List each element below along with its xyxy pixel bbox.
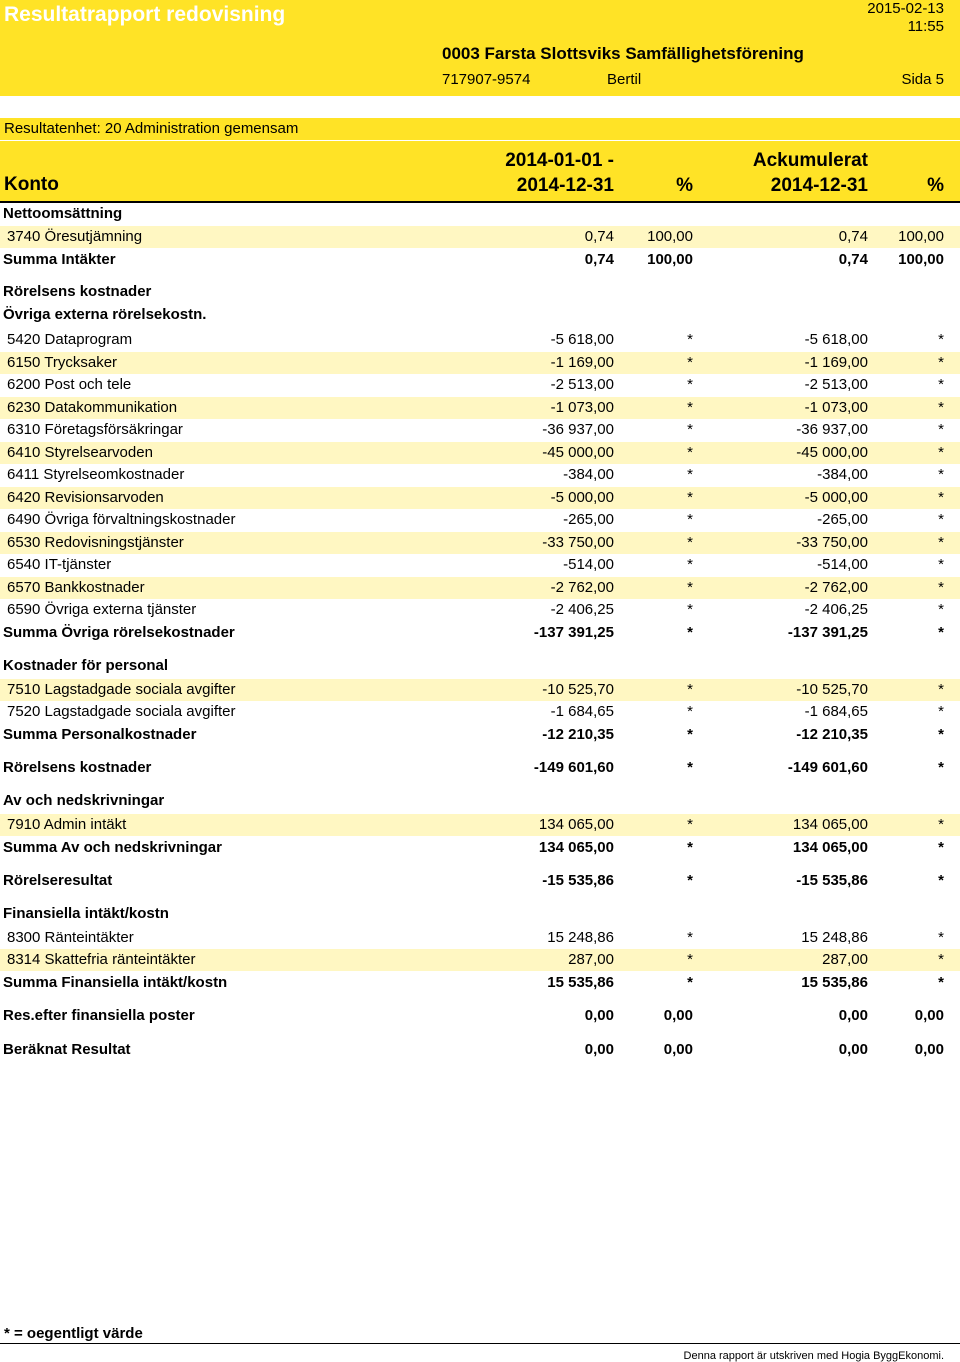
result-unit: Resultatenhet: 20 Administration gemensam [4,120,299,137]
table-row [0,701,960,723]
organization-name: 0003 Farsta Slottsviks Samfällighetsförening [442,44,804,63]
period-percent: * [687,511,693,528]
period-percent: * [687,579,693,596]
row-label: 6411 Styrelseomkostnader [7,466,185,483]
row-label: Av och nedskrivningar [3,792,165,809]
row-label: 6150 Trycksaker [7,354,118,371]
row-label: 6230 Datakommunikation [7,399,178,416]
accumulated-value: -137 391,25 [787,624,868,641]
period-value: -5 618,00 [550,331,614,348]
accumulated-value: -514,00 [817,556,868,573]
accumulated-value: -1 169,00 [804,354,868,371]
period-percent: * [687,376,693,393]
period-percent: * [687,466,693,483]
period-percent: * [687,839,693,856]
period-value: 134 065,00 [538,816,614,833]
section-heading [0,203,960,225]
accumulated-value: -33 750,00 [796,534,868,551]
table-row [0,509,960,531]
table-row [0,577,960,599]
period-percent: * [687,681,693,698]
row-label: Summa Övriga rörelsekostnader [3,624,235,641]
table-row [0,814,960,836]
accumulated-percent: * [938,556,944,573]
section-heading [0,790,960,812]
accumulated-value: -45 000,00 [796,444,868,461]
column-accumulated-line1: Ackumulerat [752,150,868,171]
table-row [0,329,960,351]
period-value: -2 406,25 [550,601,614,618]
accumulated-percent: * [938,974,944,991]
accumulated-value: -265,00 [817,511,868,528]
section-heading [0,304,960,326]
row-label: 6530 Redovisningstjänster [7,534,184,551]
accumulated-value: 15 535,86 [801,974,868,991]
period-value: 15 535,86 [547,974,614,991]
section-heading [0,903,960,925]
row-label: 6590 Övriga externa tjänster [7,601,197,618]
accumulated-percent: * [938,726,944,743]
accumulated-value: 0,00 [838,1007,868,1024]
accumulated-value: -2 513,00 [804,376,868,393]
period-percent: * [687,354,693,371]
row-label: 6570 Bankkostnader [7,579,145,596]
period-value: -1 073,00 [550,399,614,416]
report-time: 11:55 [907,18,944,35]
period-percent: * [687,444,693,461]
summary-row [0,622,960,644]
period-value: 287,00 [568,951,614,968]
table-row [0,949,960,971]
accumulated-value: 0,74 [838,251,868,268]
period-value: -2 513,00 [550,376,614,393]
accumulated-value: -12 210,35 [796,726,868,743]
column-konto: Konto [4,174,59,195]
accumulated-percent: * [938,816,944,833]
period-percent: * [687,759,693,776]
summary-row [0,757,960,779]
row-label: Rörelsens kostnader [3,283,152,300]
period-percent: * [687,816,693,833]
accumulated-percent: * [938,421,944,438]
accumulated-percent: 0,00 [914,1041,944,1058]
period-percent: * [687,556,693,573]
summary-row [0,837,960,859]
row-label: Summa Personalkostnader [3,726,197,743]
row-label: 8314 Skattefria ränteintäkter [7,951,196,968]
period-value: -36 937,00 [542,421,614,438]
accumulated-value: -149 601,60 [787,759,868,776]
row-label: 6310 Företagsförsäkringar [7,421,183,438]
period-percent: * [687,399,693,416]
accumulated-percent: * [938,579,944,596]
table-row [0,554,960,576]
summary-row [0,724,960,746]
accumulated-value: 287,00 [822,951,868,968]
accumulated-percent: * [938,489,944,506]
accumulated-value: -5 618,00 [804,331,868,348]
accumulated-value: 134 065,00 [792,816,868,833]
accumulated-percent: * [938,511,944,528]
period-percent: 0,00 [663,1007,693,1024]
row-label: 6420 Revisionsarvoden [7,489,164,506]
accumulated-value: 15 248,86 [801,929,868,946]
table-row [0,442,960,464]
period-percent: * [687,421,693,438]
period-value: 0,00 [584,1007,614,1024]
accumulated-value: -1 073,00 [804,399,868,416]
footnote: * = oegentligt värde [4,1325,143,1342]
row-label: 6200 Post och tele [7,376,132,393]
section-heading [0,281,960,303]
table-row [0,532,960,554]
period-value: -1 684,65 [550,703,614,720]
accumulated-value: -5 000,00 [804,489,868,506]
period-percent: * [687,703,693,720]
accumulated-value: -15 535,86 [796,872,868,889]
accumulated-percent: * [938,839,944,856]
summary-row [0,1005,960,1027]
table-row [0,397,960,419]
row-label: Summa Intäkter [3,251,116,268]
table-row [0,374,960,396]
period-value: -5 000,00 [550,489,614,506]
row-label: Rörelsens kostnader [3,759,152,776]
column-accumulated-line2: 2014-12-31 [770,175,868,196]
period-percent: * [687,601,693,618]
row-label: 7520 Lagstadgade sociala avgifter [7,703,236,720]
row-label: Finansiella intäkt/kostn [3,905,169,922]
accumulated-value: -384,00 [817,466,868,483]
period-value: 0,74 [584,251,614,268]
accumulated-percent: * [938,466,944,483]
accumulated-percent: * [938,444,944,461]
table-row [0,679,960,701]
period-value: -137 391,25 [533,624,614,641]
period-percent: * [687,872,693,889]
accumulated-percent: * [938,703,944,720]
row-label: Res.efter finansiella poster [3,1007,195,1024]
period-value: -2 762,00 [550,579,614,596]
period-value: -10 525,70 [542,681,614,698]
accumulated-percent: * [938,376,944,393]
period-value: -45 000,00 [542,444,614,461]
period-value: -149 601,60 [533,759,614,776]
column-percent-period: % [676,175,693,196]
accumulated-percent: * [938,929,944,946]
row-label: 7510 Lagstadgade sociala avgifter [7,681,236,698]
period-percent: * [687,534,693,551]
row-label: 6490 Övriga förvaltningskostnader [7,511,236,528]
accumulated-percent: * [938,331,944,348]
period-value: -384,00 [563,466,614,483]
accumulated-percent: * [938,399,944,416]
footer-divider [0,1343,960,1344]
page-number: Sida 5 [901,71,944,88]
accumulated-percent: * [938,354,944,371]
row-label: Kostnader för personal [3,657,169,674]
period-percent: * [687,951,693,968]
period-percent: * [687,974,693,991]
row-label: 6540 IT-tjänster [7,556,112,573]
period-value: -33 750,00 [542,534,614,551]
accumulated-percent: * [938,534,944,551]
row-label: 8300 Ränteintäkter [7,929,134,946]
accumulated-percent: * [938,951,944,968]
row-label: Nettoomsättning [3,205,123,222]
accumulated-value: -2 762,00 [804,579,868,596]
organization-number: 717907-9574 [442,71,531,88]
accumulated-percent: * [938,759,944,776]
report-date: 2015-02-13 [867,0,944,17]
row-label: 5420 Dataprogram [7,331,133,348]
period-percent: * [687,726,693,743]
period-percent: 100,00 [647,251,693,268]
row-label: Rörelseresultat [3,872,113,889]
accumulated-value: 134 065,00 [792,839,868,856]
accumulated-percent: * [938,872,944,889]
user-name: Bertil [607,71,642,88]
column-percent-accumulated: % [927,175,944,196]
period-percent: * [687,624,693,641]
row-label: 3740 Öresutjämning [7,228,143,245]
summary-row [0,1039,960,1061]
row-label: Beräknat Resultat [3,1041,131,1058]
period-value: -514,00 [563,556,614,573]
accumulated-percent: 100,00 [898,251,944,268]
accumulated-percent: 100,00 [898,228,944,245]
period-value: -15 535,86 [542,872,614,889]
table-row [0,419,960,441]
period-value: -265,00 [563,511,614,528]
summary-row [0,870,960,892]
accumulated-percent: * [938,601,944,618]
table-row [0,226,960,248]
row-label: Summa Av och nedskrivningar [3,839,222,856]
period-value: 0,74 [584,228,614,245]
report-title: Resultatrapport redovisning [4,3,286,26]
table-row [0,352,960,374]
accumulated-percent: * [938,681,944,698]
period-range: Datum=2014-01-01 - 2014-12-31 [4,96,224,113]
summary-row [0,249,960,271]
accumulated-value: -36 937,00 [796,421,868,438]
period-value: 0,00 [584,1041,614,1058]
table-row [0,487,960,509]
accumulated-value: -1 684,65 [804,703,868,720]
accumulated-percent: * [938,624,944,641]
row-label: Övriga externa rörelsekostn. [3,306,207,323]
period-percent: * [687,489,693,506]
row-label: 7910 Admin intäkt [7,816,127,833]
table-row [0,464,960,486]
accumulated-value: 0,00 [838,1041,868,1058]
period-percent: * [687,929,693,946]
accumulated-value: -2 406,25 [804,601,868,618]
table-row [0,927,960,949]
accumulated-percent: 0,00 [914,1007,944,1024]
table-row [0,599,960,621]
column-period-line1: 2014-01-01 - [505,150,614,171]
accumulated-value: 0,74 [838,228,868,245]
row-label: Summa Finansiella intäkt/kostn [3,974,228,991]
period-value: -12 210,35 [542,726,614,743]
period-percent: 100,00 [647,228,693,245]
period-value: 15 248,86 [547,929,614,946]
period-percent: * [687,331,693,348]
summary-row [0,972,960,994]
period-value: -1 169,00 [550,354,614,371]
column-period-line2: 2014-12-31 [516,175,614,196]
footer-printed-with: Denna rapport är utskriven med Hogia ByggEkonomi. [683,1350,944,1362]
row-label: 6410 Styrelsearvoden [7,444,153,461]
accumulated-value: -10 525,70 [796,681,868,698]
section-heading [0,655,960,677]
period-percent: 0,00 [663,1041,693,1058]
period-value: 134 065,00 [538,839,614,856]
